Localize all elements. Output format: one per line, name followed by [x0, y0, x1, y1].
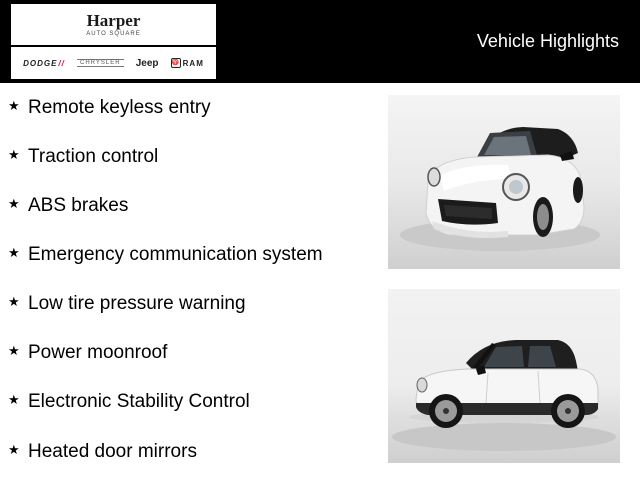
- jeep-logo: Jeep: [135, 57, 159, 69]
- feature-label: Electronic Stability Control: [28, 391, 250, 412]
- feature-label: Heated door mirrors: [28, 441, 197, 462]
- star-icon: ★: [8, 442, 20, 457]
- star-icon: ★: [8, 147, 20, 162]
- star-icon: ★: [8, 392, 20, 407]
- list-item: [0, 146, 380, 170]
- vehicle-photo-front[interactable]: [388, 95, 620, 269]
- feature-label: ABS brakes: [28, 195, 129, 216]
- star-icon: ★: [8, 245, 20, 260]
- brand-logos: [11, 50, 216, 76]
- vehicle-front-illustration: [388, 95, 620, 269]
- star-icon: ★: [8, 196, 20, 211]
- vehicle-photo-side[interactable]: [388, 289, 620, 463]
- feature-label: Traction control: [28, 146, 159, 167]
- list-item: [0, 391, 380, 415]
- dealer-logo-name-block: [11, 4, 216, 44]
- list-item: [0, 441, 380, 465]
- feature-label: Power moonroof: [28, 342, 168, 363]
- list-item: [0, 97, 380, 121]
- dealer-logo[interactable]: [11, 4, 216, 79]
- dealer-subtitle: AUTO SQUARE: [86, 31, 141, 37]
- feature-label: Remote keyless entry: [28, 97, 211, 118]
- list-item: [0, 195, 380, 219]
- feature-label: Low tire pressure warning: [28, 293, 246, 314]
- page-title: Vehicle Highlights: [476, 31, 619, 51]
- feature-label: Emergency communication system: [28, 244, 323, 265]
- ram-logo: ♈ RAM: [171, 58, 204, 68]
- dealer-name: Harper: [86, 11, 141, 30]
- chrysler-logo: CHRYSLER: [77, 59, 124, 67]
- ram-head-icon: ♈: [171, 60, 181, 66]
- logo-divider: [11, 45, 216, 47]
- star-icon: ★: [8, 294, 20, 309]
- list-item: [0, 342, 380, 366]
- star-icon: ★: [8, 98, 20, 113]
- vehicle-side-illustration: [388, 289, 620, 463]
- list-item: [0, 244, 380, 268]
- page-header: [0, 0, 640, 83]
- star-icon: ★: [8, 343, 20, 358]
- list-item: [0, 293, 380, 317]
- dodge-logo: DODGE//: [23, 58, 65, 68]
